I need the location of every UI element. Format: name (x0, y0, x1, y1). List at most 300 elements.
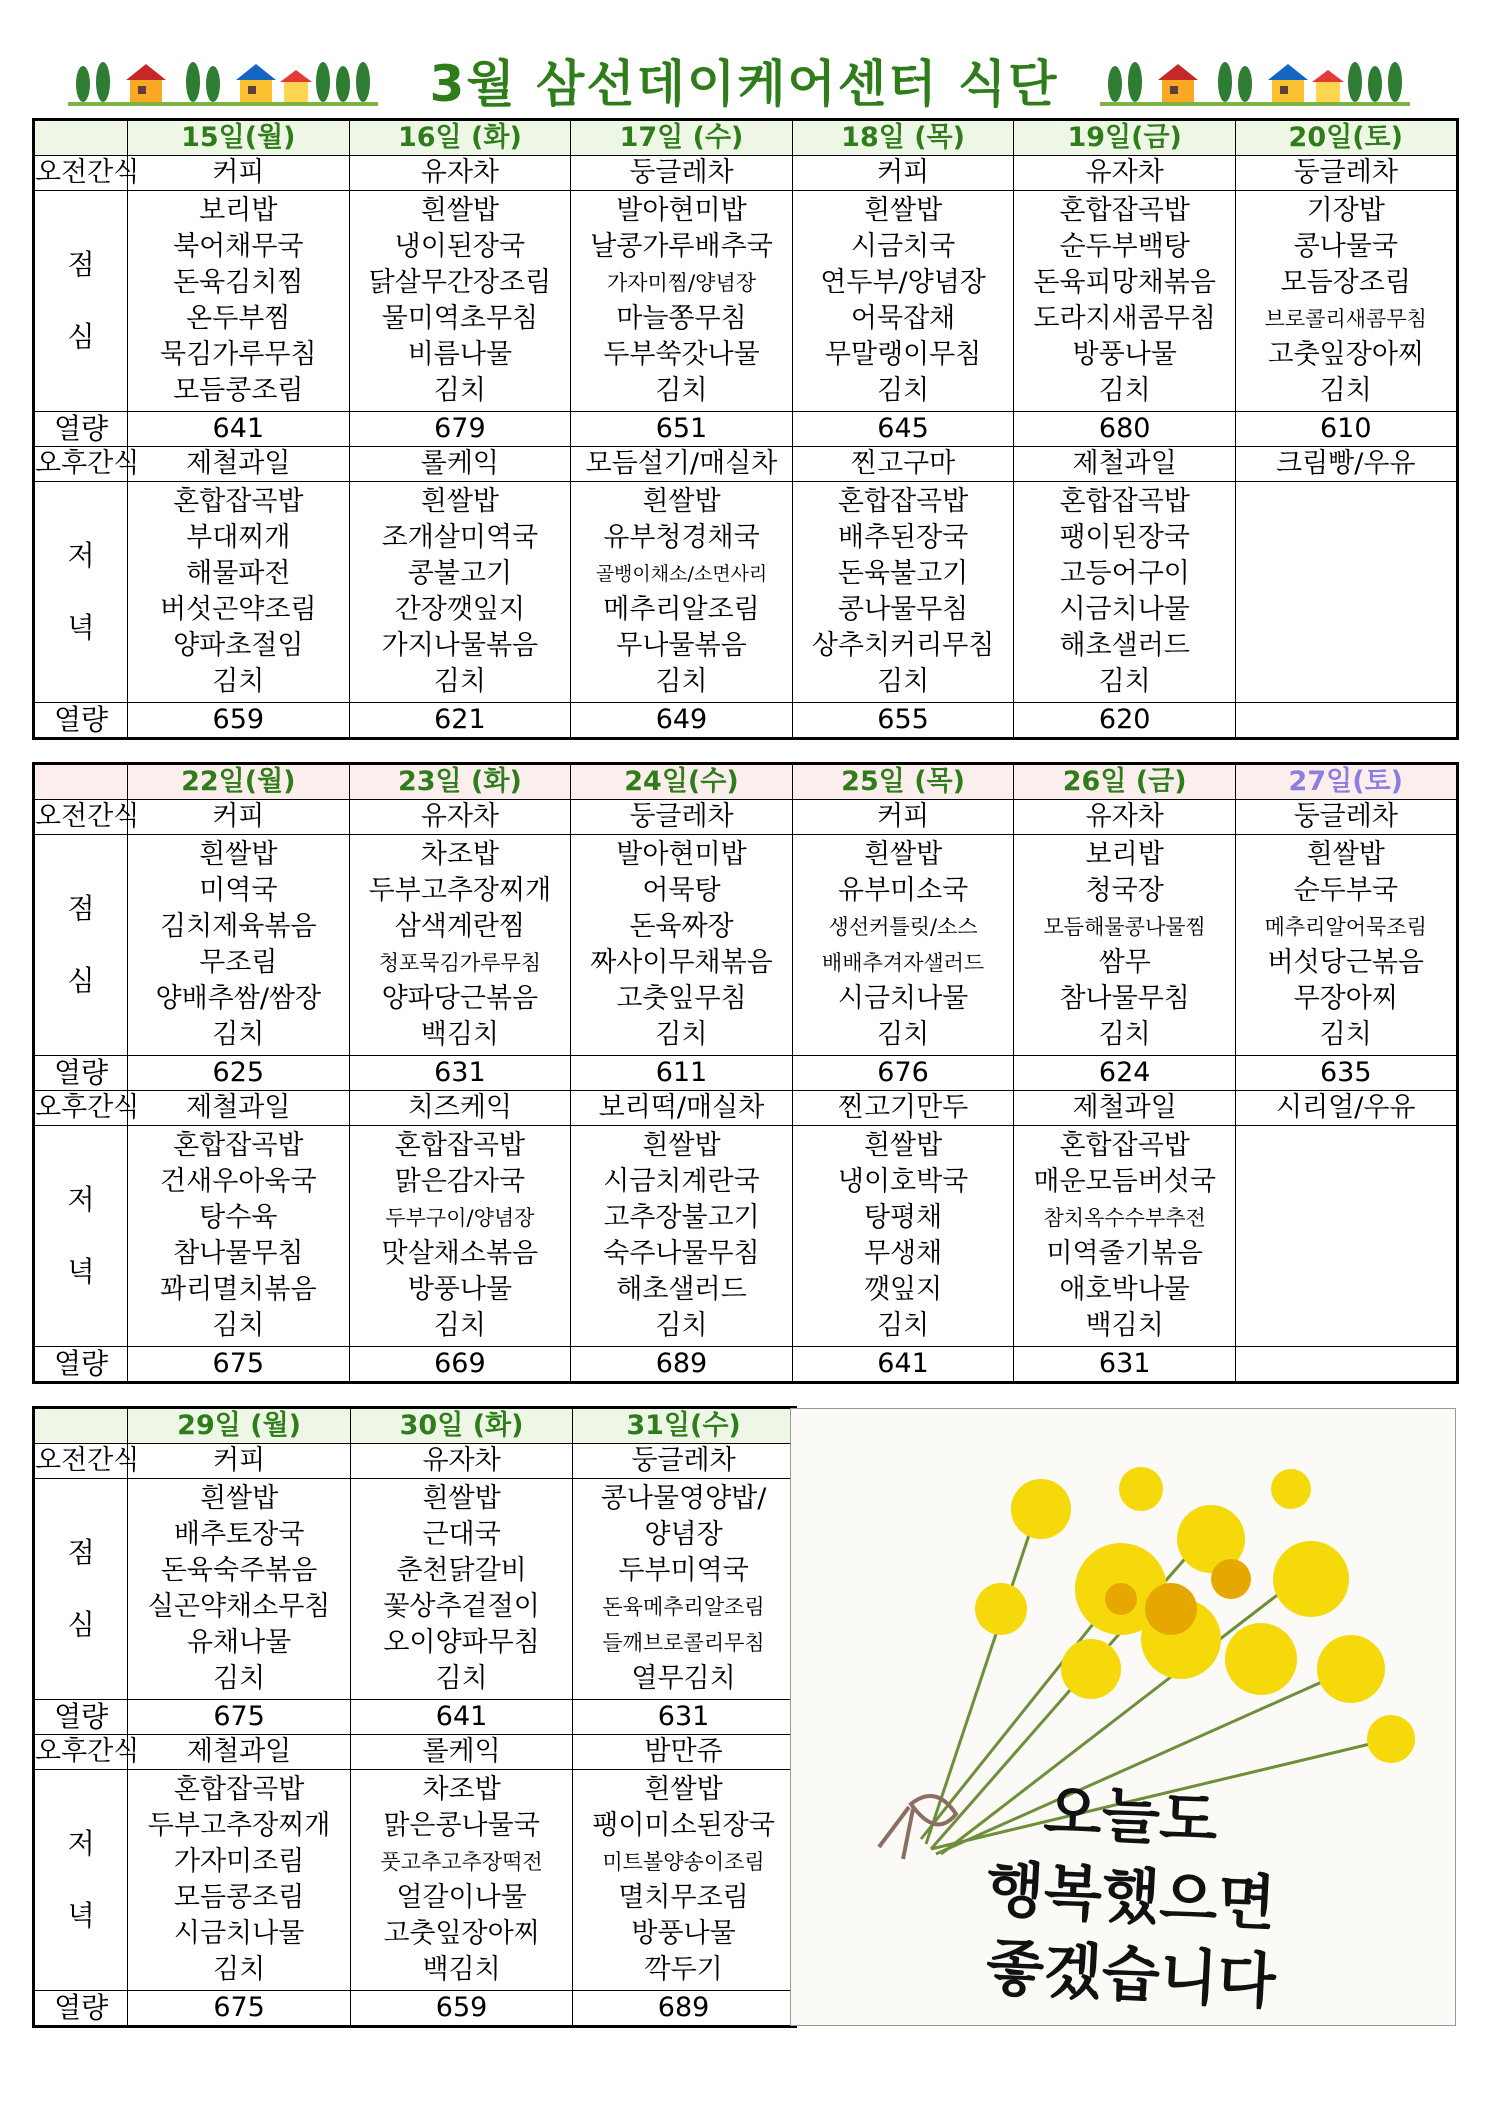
menu-item: 콩나물국 (1293, 231, 1398, 262)
menu-item: 흰쌀밥 (863, 1130, 943, 1161)
menu-item: 콩불고기 (407, 558, 513, 589)
menu-item: 무장아찌 (1293, 983, 1398, 1014)
menu-item: 양파당근볶음 (381, 983, 539, 1014)
pm-snack-cell: 롤케익 (350, 1735, 572, 1770)
menu-item: 순두부국 (1293, 875, 1398, 906)
menu-item: 모듬해물콩나물찜 (1043, 915, 1206, 939)
menu-item: 무생채 (863, 1238, 943, 1269)
pm-snack-cell: 제철과일 (1014, 447, 1236, 482)
lunch-calories-cell: 676 (792, 1056, 1014, 1091)
lunch-label (34, 1479, 128, 1700)
am-snack-cell: 커피 (128, 156, 350, 191)
lunch-menu-cell (128, 835, 350, 1056)
menu-item: 날콩가루배추국 (590, 231, 773, 262)
am-snack-cell: 유자차 (1014, 800, 1236, 835)
menu-item: 미역줄기볶음 (1046, 1238, 1203, 1269)
dinner-label-char: 저 (67, 1827, 95, 1860)
menu-item: 팽이미소된장국 (592, 1810, 775, 1841)
menu-item: 유부미소국 (837, 875, 969, 906)
menu-item: 메추리알조림 (603, 594, 760, 625)
menu-item: 김치 (1098, 1019, 1151, 1050)
menu-item: 얼갈이나물 (396, 1882, 527, 1913)
menu-item: 청국장 (1085, 875, 1164, 906)
menu-item: 양파초절임 (173, 630, 304, 661)
menu-item: 흰쌀밥 (199, 839, 278, 870)
am-snack-cell: 유자차 (1014, 156, 1236, 191)
lunch-calories-cell: 611 (571, 1056, 793, 1091)
menu-item: 참나물무침 (173, 1238, 304, 1269)
photo-caption-line-2: 행복했으면 (984, 1854, 1278, 1940)
menu-item: 쌈무 (1098, 947, 1151, 978)
menu-item: 무말랭이무침 (824, 339, 982, 370)
dinner-calories-cell: 659 (350, 1991, 572, 2027)
week-table-2 (32, 762, 1459, 1384)
dinner-menu-cell (571, 482, 793, 703)
dinner-menu-cell (1235, 1126, 1457, 1347)
pm-snack-label: 오후간식 (34, 1735, 128, 1770)
dinner-calories-cell: 641 (792, 1347, 1014, 1383)
lunch-label-char: 심 (67, 320, 95, 353)
dinner-calories-cell: 659 (128, 703, 350, 739)
menu-item: 백김치 (1085, 1310, 1164, 1341)
menu-item: 혼합잡곡밥 (837, 486, 969, 517)
am-snack-cell: 커피 (792, 800, 1014, 835)
day-header: 15일(월) (128, 120, 350, 156)
dinner-label-char: 녁 (67, 611, 95, 644)
pm-snack-cell: 크림빵/우유 (1235, 447, 1457, 482)
menu-item: 방풍나물 (631, 1918, 736, 1949)
menu-item: 흰쌀밥 (1306, 839, 1385, 870)
menu-item: 고등어구이 (1059, 558, 1190, 589)
menu-item: 혼합잡곡밥 (173, 1774, 305, 1805)
menu-item: 간장깻잎지 (394, 594, 526, 625)
menu-item: 냉이호박국 (837, 1166, 969, 1197)
menu-item: 흰쌀밥 (863, 195, 943, 226)
corner-cell (34, 764, 128, 800)
dinner-calories-cell (1235, 703, 1457, 739)
menu-item: 두부구이/양념장 (385, 1206, 535, 1230)
dinner-calories-cell: 689 (571, 1347, 793, 1383)
menu-item: 흰쌀밥 (199, 1483, 279, 1514)
lunch-calories-label: 열량 (34, 1056, 128, 1091)
lunch-calories-cell: 635 (1235, 1056, 1457, 1091)
menu-item: 김치 (1098, 375, 1151, 406)
menu-item: 방풍나물 (1072, 339, 1177, 370)
lunch-calories-cell: 680 (1014, 412, 1236, 447)
menu-item: 삼색계란찜 (394, 911, 526, 942)
menu-item: 시금치국 (850, 231, 956, 262)
dinner-menu-cell (1235, 482, 1457, 703)
menu-item: 혼합잡곡밥 (1059, 1130, 1190, 1161)
menu-item: 탕수육 (199, 1202, 278, 1233)
menu-item: 도라지새콤무침 (1033, 303, 1216, 334)
menu-item: 양념장 (644, 1519, 723, 1550)
menu-item: 청포묵김가루무침 (378, 951, 542, 975)
menu-item: 북어채무국 (173, 231, 304, 262)
menu-item: 춘천닭갈비 (396, 1555, 527, 1586)
menu-item: 물미역초무침 (381, 303, 539, 334)
menu-item: 탕평채 (863, 1202, 943, 1233)
lunch-menu-cell (128, 191, 350, 412)
menu-item: 보리밥 (1085, 839, 1164, 870)
lunch-menu-cell (1235, 191, 1457, 412)
menu-item: 시금치나물 (173, 1918, 305, 1949)
lunch-label (34, 191, 128, 412)
menu-item: 순두부백탕 (1059, 231, 1190, 262)
menu-item: 두부미역국 (618, 1555, 749, 1586)
menu-item: 보리밥 (199, 195, 278, 226)
dinner-menu-cell (128, 1126, 350, 1347)
menu-item: 발아현미밥 (616, 195, 747, 226)
menu-item: 배추된장국 (837, 522, 969, 553)
menu-item: 흰쌀밥 (422, 1483, 501, 1514)
menu-item: 실곤약채소무침 (147, 1591, 331, 1622)
am-snack-cell: 둥글레차 (571, 156, 793, 191)
photo-caption-line-3: 좋겠습니다 (984, 1932, 1278, 2018)
lunch-calories-label: 열량 (34, 1700, 128, 1735)
menu-item: 해초샐러드 (616, 1274, 747, 1305)
day-header: 24일(수) (571, 764, 793, 800)
day-header: 30일 (화) (350, 1408, 572, 1444)
lunch-menu-cell (1235, 835, 1457, 1056)
menu-item: 흰쌀밥 (863, 839, 943, 870)
menu-item: 돈육숙주볶음 (160, 1555, 318, 1586)
menu-item: 고춧잎무침 (616, 983, 747, 1014)
lunch-calories-cell: 624 (1014, 1056, 1236, 1091)
menu-item: 김치 (655, 1310, 708, 1341)
dinner-calories-cell (1235, 1347, 1457, 1383)
menu-item: 김치 (1319, 1019, 1372, 1050)
day-header: 27일(토) (1235, 764, 1457, 800)
menu-item: 맛살채소볶음 (381, 1238, 539, 1269)
am-snack-cell: 유자차 (350, 1444, 572, 1479)
dinner-calories-label: 열량 (34, 1991, 128, 2027)
lunch-menu-cell (571, 835, 793, 1056)
menu-item: 돈육불고기 (837, 558, 969, 589)
menu-item: 두부고추장찌개 (147, 1810, 331, 1841)
menu-item: 방풍나물 (407, 1274, 513, 1305)
lunch-menu-cell (349, 835, 571, 1056)
day-header: 20일(토) (1235, 120, 1457, 156)
menu-item: 열무김치 (631, 1663, 736, 1694)
menu-item: 멸치무조림 (618, 1882, 749, 1913)
menu-item: 근대국 (422, 1519, 501, 1550)
pm-snack-cell: 찐고기만두 (792, 1091, 1014, 1126)
day-header: 26일 (금) (1014, 764, 1236, 800)
dinner-menu-cell (128, 482, 350, 703)
dinner-menu-cell (792, 1126, 1014, 1347)
menu-item: 김치 (876, 666, 930, 697)
page-header (0, 40, 1488, 120)
menu-item: 김치 (1098, 666, 1151, 697)
flower-bouquet-image (790, 1408, 1456, 2026)
menu-item: 양배추쌈/쌈장 (155, 983, 322, 1014)
menu-item: 마늘쫑무침 (616, 303, 747, 334)
pm-snack-cell: 밤만쥬 (573, 1735, 796, 1770)
menu-item: 매운모듬버섯국 (1033, 1166, 1216, 1197)
dinner-menu-cell (350, 1770, 572, 1991)
week-table-1 (32, 118, 1459, 740)
photo-caption-line-1: 오늘도 (1042, 1777, 1220, 1857)
lunch-calories-label: 열량 (34, 412, 128, 447)
menu-item: 미역국 (199, 875, 278, 906)
lunch-calories-cell: 651 (571, 412, 793, 447)
menu-item: 묵김가루무침 (160, 339, 317, 370)
lunch-calories-cell: 679 (349, 412, 571, 447)
lunch-menu-cell (349, 191, 571, 412)
pm-snack-cell: 제철과일 (1014, 1091, 1236, 1126)
menu-item: 흰쌀밥 (642, 1130, 721, 1161)
lunch-menu-cell (573, 1479, 796, 1700)
dinner-calories-cell: 689 (573, 1991, 796, 2027)
lunch-label-char: 점 (67, 1536, 95, 1569)
corner-cell (34, 1408, 128, 1444)
am-snack-cell: 둥글레차 (573, 1444, 796, 1479)
menu-item: 버섯당근볶음 (1267, 947, 1425, 978)
menu-item: 김치 (433, 666, 486, 697)
menu-item: 김치 (433, 1310, 486, 1341)
menu-item: 김치 (213, 1663, 266, 1694)
menu-item: 메추리알어묵조림 (1264, 915, 1427, 939)
menu-item: 김치 (212, 1310, 265, 1341)
dinner-label-char: 녁 (67, 1899, 95, 1932)
menu-item: 온두부찜 (186, 303, 291, 334)
dinner-label (34, 482, 128, 703)
day-header: 31일(수) (573, 1408, 796, 1444)
menu-item: 가자미조림 (173, 1846, 305, 1877)
menu-item: 기장밥 (1306, 195, 1385, 226)
menu-item: 어묵탕 (642, 875, 721, 906)
menu-item: 배배추겨자샐러드 (821, 951, 985, 975)
menu-item: 김치 (876, 375, 930, 406)
menu-item: 무나물볶음 (616, 630, 747, 661)
dinner-label (34, 1126, 128, 1347)
menu-item: 들깨브로콜리무침 (602, 1631, 765, 1655)
lunch-calories-cell: 631 (573, 1700, 796, 1735)
menu-item: 두부고추장찌개 (368, 875, 552, 906)
day-header: 18일 (목) (792, 120, 1014, 156)
menu-item: 상추치커리무침 (811, 630, 995, 661)
dinner-menu-cell (128, 1770, 350, 1991)
menu-item: 버섯곤약조림 (160, 594, 317, 625)
menu-item: 콩나물영양밥/ (600, 1483, 767, 1514)
dinner-menu-cell (349, 1126, 571, 1347)
dinner-calories-cell: 649 (571, 703, 793, 739)
day-header: 23일 (화) (349, 764, 571, 800)
menu-item: 깻잎지 (863, 1274, 943, 1305)
menu-item: 어묵잡채 (850, 303, 956, 334)
menu-item: 김치제육볶음 (160, 911, 317, 942)
am-snack-label: 오전간식 (34, 800, 128, 835)
lunch-calories-cell: 675 (128, 1700, 350, 1735)
pm-snack-cell: 롤케익 (349, 447, 571, 482)
lunch-menu-cell (1014, 835, 1236, 1056)
menu-item: 흰쌀밥 (642, 486, 721, 517)
menu-item: 해물파전 (186, 558, 291, 589)
pm-snack-cell: 제철과일 (128, 447, 350, 482)
menu-item: 꽈리멸치볶음 (160, 1274, 317, 1305)
menu-item: 짜사이무채볶음 (590, 947, 773, 978)
lunch-calories-cell: 641 (128, 412, 350, 447)
pm-snack-cell: 제철과일 (128, 1091, 350, 1126)
menu-item: 풋고추고추장떡전 (380, 1850, 543, 1874)
day-header: 16일 (화) (349, 120, 571, 156)
menu-item: 가자미찜/양념장 (606, 271, 757, 295)
menu-item: 모듬콩조림 (173, 375, 304, 406)
menu-item: 김치 (212, 1019, 265, 1050)
lunch-menu-cell (128, 1479, 350, 1700)
am-snack-cell: 유자차 (349, 800, 571, 835)
pm-snack-cell: 제철과일 (128, 1735, 350, 1770)
menu-item: 혼합잡곡밥 (1059, 486, 1190, 517)
menu-item: 부대찌개 (186, 522, 291, 553)
lunch-calories-cell: 641 (350, 1700, 572, 1735)
menu-item: 골뱅이채소/소면사리 (595, 563, 768, 585)
lunch-calories-cell: 610 (1235, 412, 1457, 447)
week-table-3 (32, 1406, 797, 2028)
menu-item: 냉이된장국 (394, 231, 526, 262)
dinner-calories-cell: 669 (349, 1347, 571, 1383)
menu-item: 무조림 (199, 947, 278, 978)
lunch-menu-cell (571, 191, 793, 412)
menu-item: 건새우아욱국 (160, 1166, 317, 1197)
menu-item: 김치 (655, 1019, 708, 1050)
dinner-calories-cell: 675 (128, 1991, 350, 2027)
lunch-calories-cell: 625 (128, 1056, 350, 1091)
pm-snack-label: 오후간식 (34, 447, 128, 482)
menu-item: 돈육메추리알조림 (602, 1595, 765, 1619)
menu-item: 김치 (435, 1663, 488, 1694)
pm-snack-cell: 시리얼/우유 (1235, 1091, 1457, 1126)
day-header: 25일 (목) (792, 764, 1014, 800)
menu-item: 닭살무간장조림 (368, 267, 552, 298)
menu-item: 김치 (1319, 375, 1372, 406)
menu-item: 흰쌀밥 (644, 1774, 723, 1805)
menu-item: 유채나물 (186, 1627, 292, 1658)
menu-item: 꽃상추겉절이 (383, 1591, 540, 1622)
am-snack-cell: 둥글레차 (1235, 156, 1457, 191)
am-snack-cell: 둥글레차 (1235, 800, 1457, 835)
am-snack-label: 오전간식 (34, 156, 128, 191)
lunch-label-char: 점 (67, 892, 95, 925)
menu-item: 시금치나물 (837, 983, 969, 1014)
day-header: 29일 (월) (128, 1408, 350, 1444)
am-snack-label: 오전간식 (34, 1444, 128, 1479)
pm-snack-cell: 찐고구마 (792, 447, 1014, 482)
menu-item: 돈육짜장 (629, 911, 734, 942)
village-illustration-right (1100, 52, 1410, 112)
pm-snack-cell: 보리떡/매실차 (571, 1091, 793, 1126)
lunch-label-char: 점 (67, 248, 95, 281)
day-header: 22일(월) (128, 764, 350, 800)
am-snack-cell: 커피 (128, 800, 350, 835)
menu-item: 맑은콩나물국 (383, 1810, 540, 1841)
menu-item: 돈육피망채볶음 (1033, 267, 1216, 298)
menu-item: 유부청경채국 (603, 522, 760, 553)
pm-snack-cell: 모듬설기/매실차 (571, 447, 793, 482)
menu-item: 가지나물볶음 (381, 630, 539, 661)
corner-cell (34, 120, 128, 156)
menu-item: 연두부/양념장 (820, 267, 986, 298)
lunch-calories-cell: 631 (349, 1056, 571, 1091)
menu-item: 혼합잡곡밥 (394, 1130, 526, 1161)
menu-item: 모듬콩조림 (173, 1882, 305, 1913)
dinner-label-char: 저 (67, 539, 95, 572)
dinner-menu-cell (573, 1770, 796, 1991)
menu-item: 흰쌀밥 (420, 195, 500, 226)
menu-item: 깍두기 (644, 1954, 723, 1985)
menu-item: 김치 (876, 1310, 930, 1341)
pm-snack-label: 오후간식 (34, 1091, 128, 1126)
dinner-menu-cell (349, 482, 571, 703)
menu-item: 브로콜리새콤무침 (1264, 307, 1427, 331)
am-snack-cell: 둥글레차 (571, 800, 793, 835)
menu-item: 배추토장국 (173, 1519, 305, 1550)
menu-item: 고춧잎장아찌 (1267, 339, 1425, 370)
menu-item: 김치 (876, 1019, 930, 1050)
menu-item: 오이양파무침 (383, 1627, 540, 1658)
menu-item: 조개살미역국 (381, 522, 539, 553)
menu-item: 팽이된장국 (1059, 522, 1190, 553)
dinner-calories-cell: 631 (1014, 1347, 1236, 1383)
lunch-label-char: 심 (67, 964, 95, 997)
dinner-menu-cell (1014, 1126, 1236, 1347)
menu-item: 흰쌀밥 (420, 486, 500, 517)
menu-item: 김치 (212, 666, 265, 697)
page-title: 3월 삼선데이케어센터 식단 (429, 55, 1059, 113)
menu-item: 해초샐러드 (1059, 630, 1190, 661)
menu-item: 참치옥수수부추전 (1043, 1206, 1206, 1230)
lunch-menu-cell (792, 835, 1014, 1056)
dinner-calories-cell: 620 (1014, 703, 1236, 739)
menu-item: 혼합잡곡밥 (1059, 195, 1190, 226)
menu-item: 맑은감자국 (394, 1166, 526, 1197)
menu-item: 모듬장조림 (1280, 267, 1411, 298)
menu-item: 백김치 (422, 1954, 501, 1985)
menu-item: 혼합잡곡밥 (173, 486, 304, 517)
menu-item: 시금치나물 (1059, 594, 1190, 625)
menu-item: 발아현미밥 (616, 839, 747, 870)
dinner-calories-cell: 675 (128, 1347, 350, 1383)
lunch-menu-cell (350, 1479, 572, 1700)
am-snack-cell: 커피 (792, 156, 1014, 191)
day-header: 19일(금) (1014, 120, 1236, 156)
menu-item: 콩나물무침 (837, 594, 969, 625)
dinner-label-char: 녁 (67, 1255, 95, 1288)
menu-item: 김치 (655, 375, 708, 406)
lunch-label-char: 심 (67, 1608, 95, 1641)
menu-item: 시금치계란국 (603, 1166, 760, 1197)
menu-item: 혼합잡곡밥 (173, 1130, 304, 1161)
dinner-calories-cell: 655 (792, 703, 1014, 739)
menu-item: 두부쑥갓나물 (603, 339, 760, 370)
dinner-menu-cell (792, 482, 1014, 703)
lunch-calories-cell: 645 (792, 412, 1014, 447)
dinner-calories-cell: 621 (349, 703, 571, 739)
dinner-menu-cell (1014, 482, 1236, 703)
day-header: 17일 (수) (571, 120, 793, 156)
dinner-calories-label: 열량 (34, 703, 128, 739)
lunch-menu-cell (1014, 191, 1236, 412)
menu-item: 고춧잎장아찌 (383, 1918, 540, 1949)
menu-item: 백김치 (420, 1019, 500, 1050)
dinner-calories-label: 열량 (34, 1347, 128, 1383)
pm-snack-cell: 치즈케익 (349, 1091, 571, 1126)
menu-item: 차조밥 (420, 839, 500, 870)
menu-item: 김치 (433, 375, 486, 406)
menu-item: 비름나물 (407, 339, 513, 370)
am-snack-cell: 유자차 (349, 156, 571, 191)
